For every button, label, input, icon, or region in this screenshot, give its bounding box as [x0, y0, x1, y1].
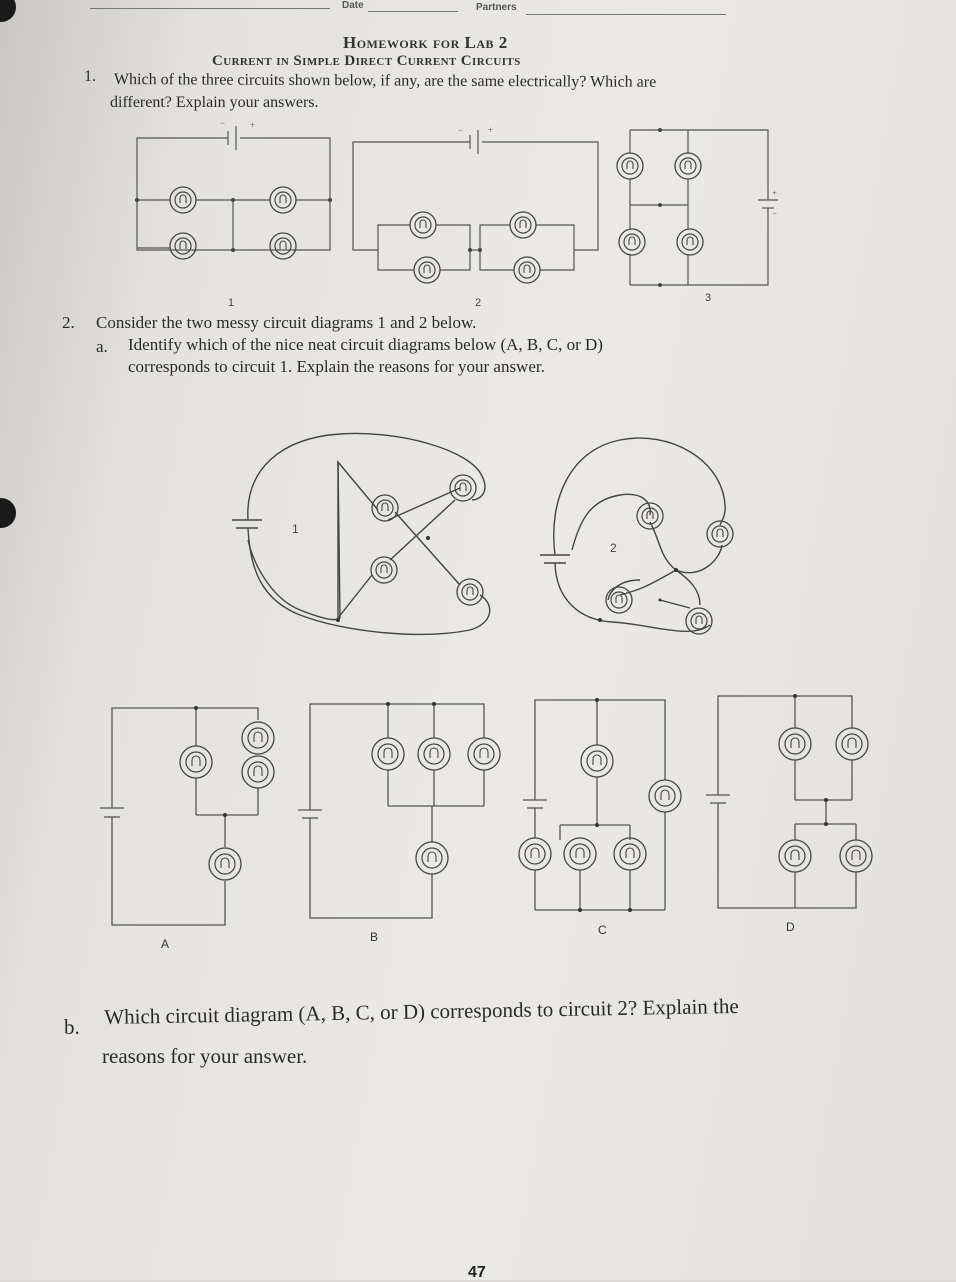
battery-plus-sign: + — [772, 188, 778, 198]
page-number: 47 — [468, 1264, 486, 1281]
neat-circuit-b-label: B — [370, 930, 379, 944]
question-1-line2: different? Explain your answers. — [110, 94, 319, 111]
node-dot — [824, 798, 828, 802]
neat-circuit-b — [298, 704, 500, 918]
node-dot — [328, 198, 332, 202]
question-2-number: 2. — [62, 313, 75, 332]
node-dot — [468, 248, 472, 252]
messy-circuit-1 — [232, 433, 490, 634]
messy-circuit-2 — [540, 438, 733, 634]
neat-circuit-c-label: C — [598, 923, 607, 937]
neat-circuit-a-label: A — [161, 937, 170, 951]
node-dot — [194, 706, 198, 710]
node-dot — [598, 618, 602, 622]
neat-circuit-d-label: D — [786, 920, 795, 934]
node-dot — [658, 283, 662, 287]
messy-circuit-1-label: 1 — [292, 522, 299, 536]
node-dot — [674, 568, 678, 572]
partners-label: Partners — [476, 2, 517, 13]
page-title: Homework for Lab 2 — [343, 33, 508, 52]
messy-circuit-2-label: 2 — [610, 541, 617, 555]
node-dot — [658, 128, 662, 132]
question-2-text: Consider the two messy circuit diagrams 1 and 2 below. — [96, 313, 477, 332]
node-dot — [628, 908, 632, 912]
node-dot — [478, 248, 482, 252]
node-dot — [595, 698, 599, 702]
q1-circuit-3 — [617, 130, 778, 285]
part-a-label: a. — [96, 337, 108, 356]
node-dot — [135, 198, 139, 202]
node-dot — [426, 536, 430, 540]
circuit-3-label: 3 — [705, 292, 712, 304]
node-dot — [231, 248, 235, 252]
battery-minus-sign: − — [220, 118, 226, 128]
node-dot — [386, 702, 390, 706]
q1-circuit-2 — [353, 130, 598, 283]
q1-circuit-1 — [137, 126, 330, 259]
part-a-line2: corresponds to circuit 1. Explain the reasons for your answer. — [128, 357, 545, 376]
node-dot — [595, 823, 599, 827]
node-dot — [231, 198, 235, 202]
circuit-2-label: 2 — [475, 297, 482, 309]
node-dot — [793, 694, 797, 698]
node-dot — [578, 908, 582, 912]
page-subtitle: Current in Simple Direct Current Circuits — [212, 53, 521, 69]
node-dot — [659, 599, 662, 602]
node-dot — [432, 702, 436, 706]
question-1-number: 1. — [84, 68, 96, 85]
date-label: Date — [342, 0, 364, 11]
neat-circuit-a — [100, 708, 274, 925]
neat-circuit-d — [706, 696, 872, 908]
node-dot — [336, 618, 340, 622]
node-dot — [223, 813, 227, 817]
neat-circuit-c — [519, 700, 681, 910]
battery-plus-sign: + — [250, 120, 256, 130]
circuit-1-label: 1 — [228, 297, 235, 309]
question-1-line1: Which of the three circuits shown below, if any, are the same electrically? Which are — [113, 70, 657, 91]
part-a-line1: Identify which of the nice neat circuit diagrams below (A, B, C, or D) — [128, 335, 603, 354]
battery-minus-sign: − — [458, 125, 464, 135]
part-b-label: b. — [64, 1015, 80, 1039]
node-dot — [824, 822, 828, 826]
battery-minus-sign: − — [772, 208, 778, 218]
battery-plus-sign: + — [488, 125, 494, 135]
node-dot — [658, 203, 662, 207]
part-b-line2: reasons for your answer. — [102, 1044, 308, 1068]
part-b-line1: Which circuit diagram (A, B, C, or D) corresponds to circuit 2? Explain the — [104, 993, 739, 1029]
